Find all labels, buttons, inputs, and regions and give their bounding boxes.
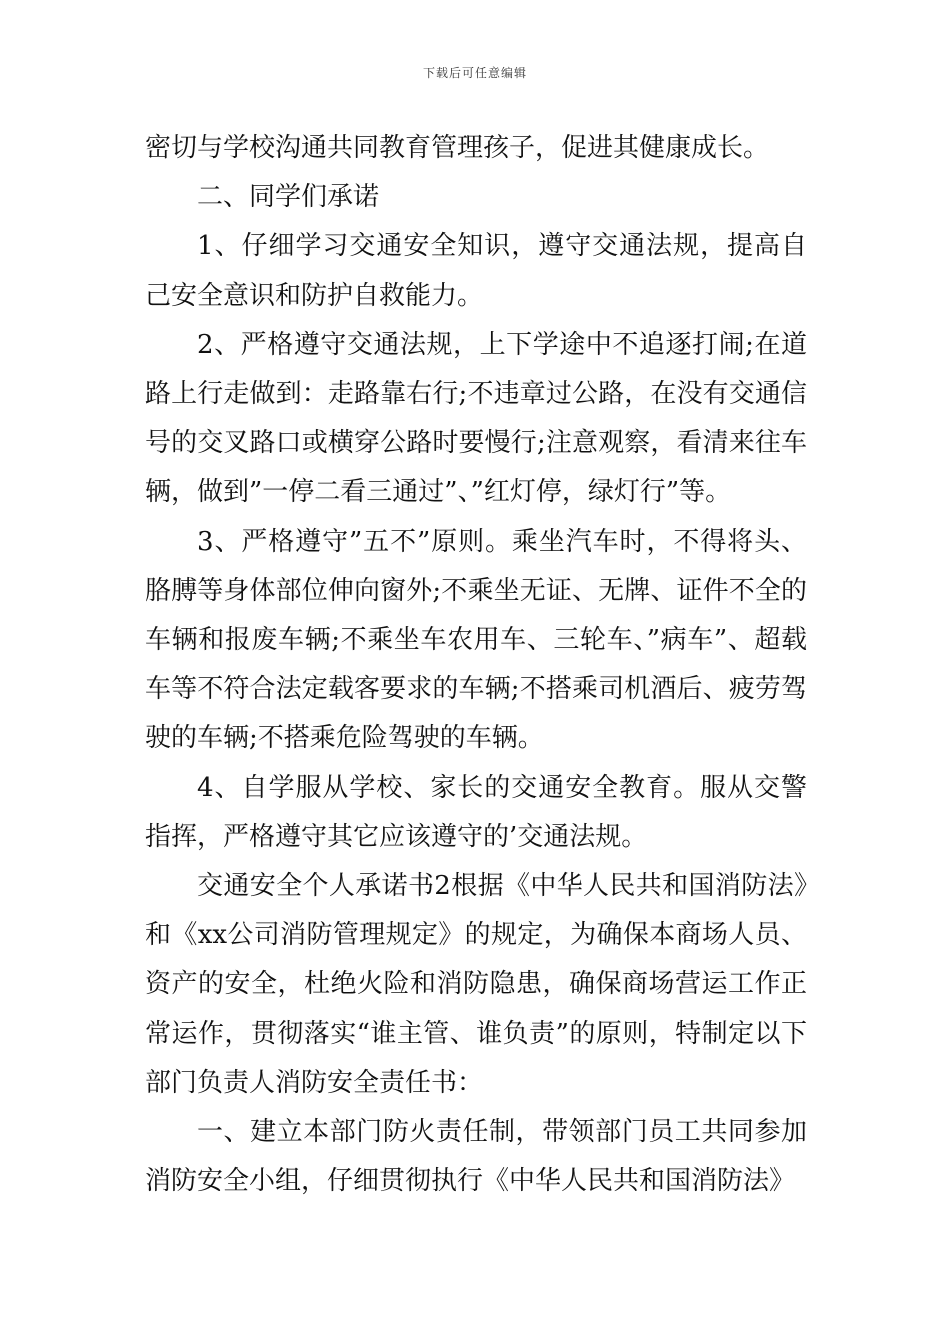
list-item-3: 3、严格遵守”五不”原则。乘坐汽车时，不得将头、胳膊等身体部位伸向窗外;不乘坐无证、无牌、证件不全的车辆和报废车辆;不乘坐车农用车、三轮车、”病车”、超载车等不符合法定载客要求的车辆;不搭乘司机酒后、疲劳驾驶的车辆;不搭乘危险驾驶的车辆。: [145, 526, 807, 754]
document-body: [145, 124, 807, 1206]
paragraph-1: 密切与学校沟通共同教育管理孩子，促进其健康成长。: [145, 133, 770, 163]
list-item-1: 1、仔细学习交通安全知识，遵守交通法规，提高自己安全意识和防护自救能力。: [145, 231, 807, 311]
paragraph-intro-2: 交通安全个人承诺书2根据《中华人民共和国消防法》和《xx公司消防管理规定》的规定，为确保本商场人员、资产的安全，杜绝火险和消防隐患，确保商场营运工作正常运作，贯彻落实“谁主管、谁负责”的原则，特制定以下部门负责人消防安全责任书：: [145, 871, 807, 1098]
section-heading-2: 二、同学们承诺: [197, 182, 380, 213]
list-item-2: 2、严格遵守交通法规，上下学途中不追逐打闹;在道路上行走做到：走路靠右行;不违章过公路，在没有交通信号的交叉路口或横穿公路时要慢行;注意观察，看清来往车辆，做到”一停二看三通过”、”红灯停，绿灯行”等。: [145, 329, 807, 508]
list-item-4: 4、自学服从学校、家长的交通安全教育。服从交警指挥，严格遵守其它应该遵守的’交通法规。: [145, 772, 807, 852]
section-1: 一、建立本部门防火责任制，带领部门员工共同参加消防安全小组，仔细贯彻执行《中华人民共和国消防法》: [145, 1117, 807, 1197]
page-header: 下载后可任意编辑: [422, 66, 527, 80]
